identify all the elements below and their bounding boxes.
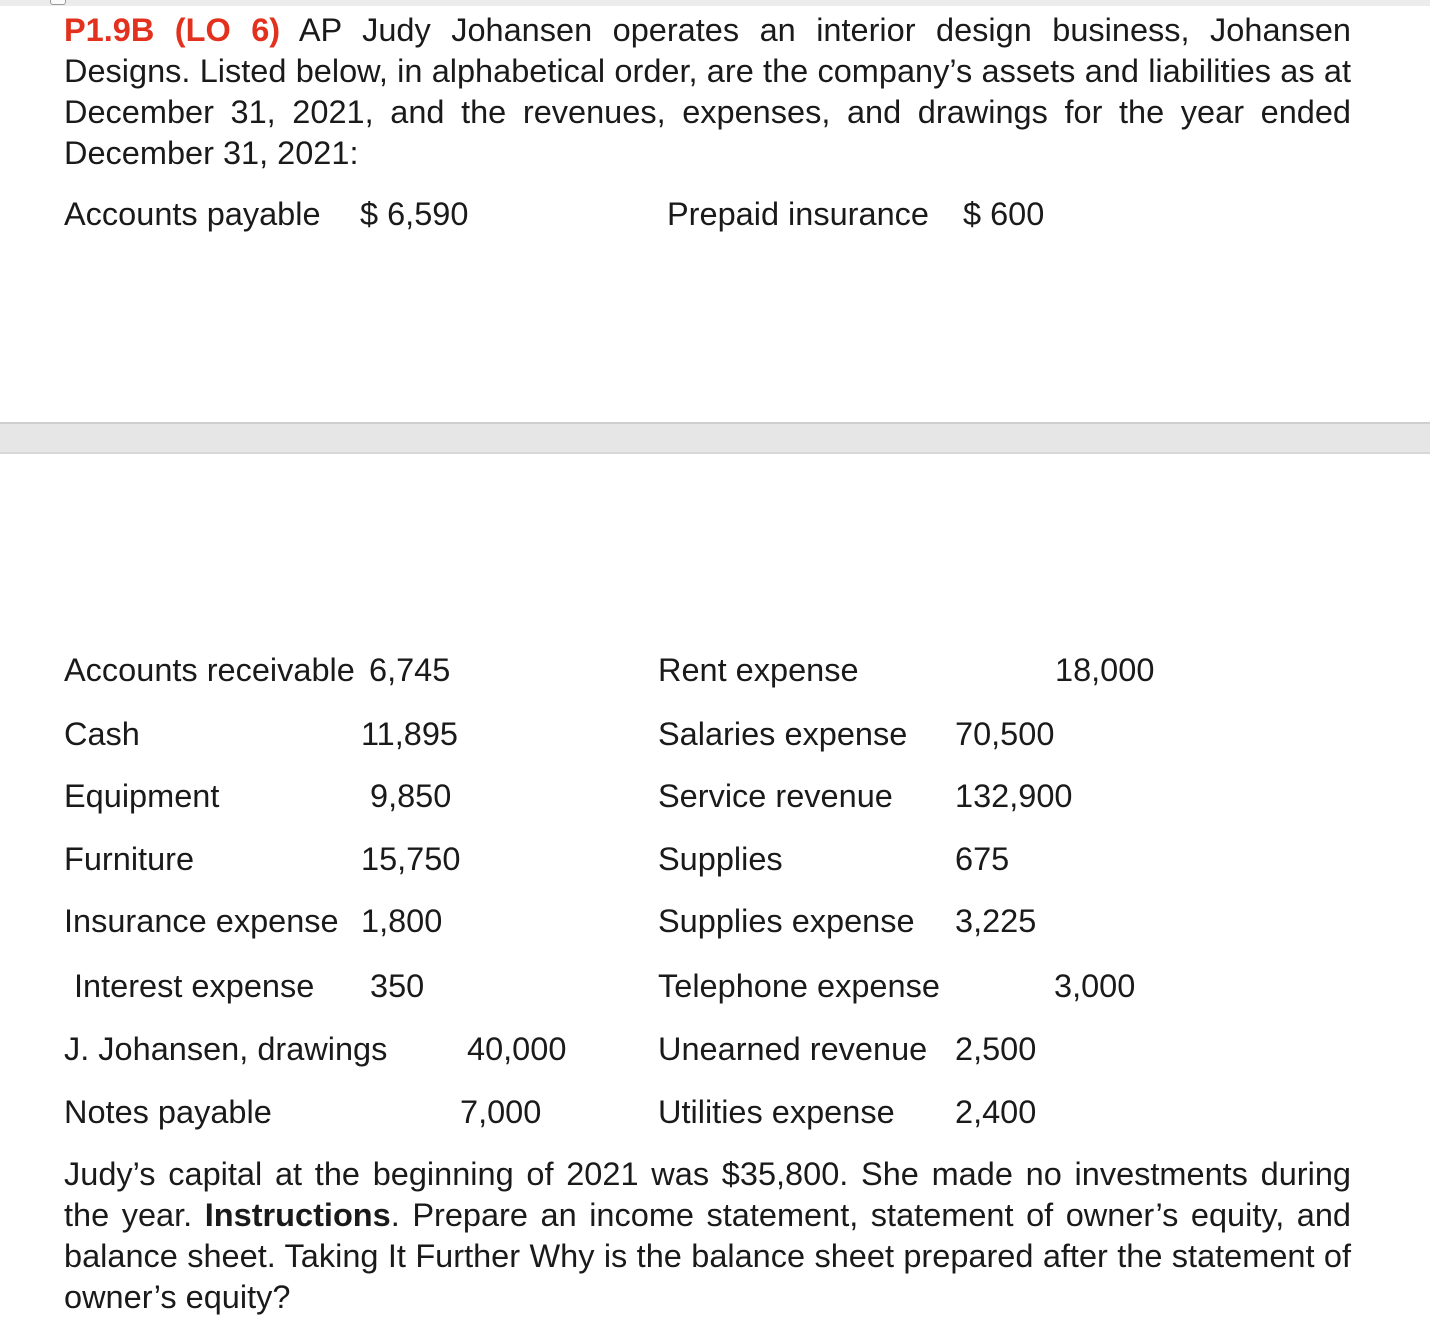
item-label-interest-expense: Interest expense: [74, 968, 315, 1004]
item-amount-notes-payable: 7,000: [460, 1094, 542, 1130]
instructions-label: Instructions: [204, 1197, 391, 1233]
item-label-prepaid-insurance: Prepaid insurance: [667, 196, 929, 232]
checkbox-corner-icon: [50, 0, 66, 5]
item-amount-salaries-expense: 70,500: [955, 716, 1055, 752]
item-amount-prepaid-insurance: $ 600: [963, 196, 1045, 232]
item-label-furniture: Furniture: [64, 841, 195, 877]
page-break-divider: [0, 422, 1430, 454]
item-amount-service-revenue: 132,900: [955, 778, 1073, 814]
problem-intro: [64, 10, 1351, 174]
item-label-cash: Cash: [64, 716, 140, 752]
item-label-rent-expense: Rent expense: [658, 652, 859, 688]
item-amount-interest-expense: 350: [370, 968, 425, 1004]
item-amount-unearned-revenue: 2,500: [955, 1031, 1037, 1067]
item-amount-utilities-expense: 2,400: [955, 1094, 1037, 1130]
item-amount-telephone-expense: 3,000: [1054, 968, 1136, 1004]
item-label-accounts-payable: Accounts payable: [64, 196, 321, 232]
intro-text: AP Judy Johansen operates an interior design business, Johansen Designs. Listed below, in alphabetical order, are the company’s assets and liabilities as at December 31, 2021, and the revenues, expenses, and drawings for the year ended December 31, 2021:: [64, 12, 1351, 171]
item-label-utilities-expense: Utilities expense: [658, 1094, 895, 1130]
problem-instructions: [64, 1154, 1351, 1318]
item-amount-supplies-expense: 3,225: [955, 903, 1037, 939]
item-amount-rent-expense: 18,000: [1055, 652, 1155, 688]
item-amount-supplies: 675: [955, 841, 1010, 877]
item-amount-cash: 11,895: [361, 716, 458, 752]
item-amount-accounts-receivable: 6,745: [369, 652, 451, 688]
item-amount-furniture: 15,750: [361, 841, 461, 877]
item-label-service-revenue: Service revenue: [658, 778, 893, 814]
capital-note: Judy’s capital at the beginning of 2021 was $35,800. She made no investments during the year.: [64, 1156, 1351, 1233]
problem-code: P1.9B (LO 6): [64, 12, 281, 48]
item-amount-equipment: 9,850: [370, 778, 452, 814]
item-label-insurance-expense: Insurance expense: [64, 903, 339, 939]
item-label-drawings: J. Johansen, drawings: [64, 1031, 388, 1067]
item-amount-insurance-expense: 1,800: [361, 903, 443, 939]
item-label-unearned-revenue: Unearned revenue: [658, 1031, 928, 1067]
top-edge: [0, 0, 1430, 6]
instructions-text: . Prepare an income statement, statement of owner’s equity, and balance sheet. Taking It Further Why is the balance sheet prepared after the statement of owner’s equity?: [64, 1197, 1351, 1315]
item-label-equipment: Equipment: [64, 778, 220, 814]
item-label-telephone-expense: Telephone expense: [658, 968, 940, 1004]
item-label-accounts-receivable: Accounts receivable: [64, 652, 355, 688]
item-label-supplies: Supplies: [658, 841, 783, 877]
item-label-notes-payable: Notes payable: [64, 1094, 272, 1130]
item-amount-accounts-payable: $ 6,590: [360, 196, 469, 232]
item-label-supplies-expense: Supplies expense: [658, 903, 915, 939]
item-amount-drawings: 40,000: [467, 1031, 567, 1067]
item-label-salaries-expense: Salaries expense: [658, 716, 908, 752]
